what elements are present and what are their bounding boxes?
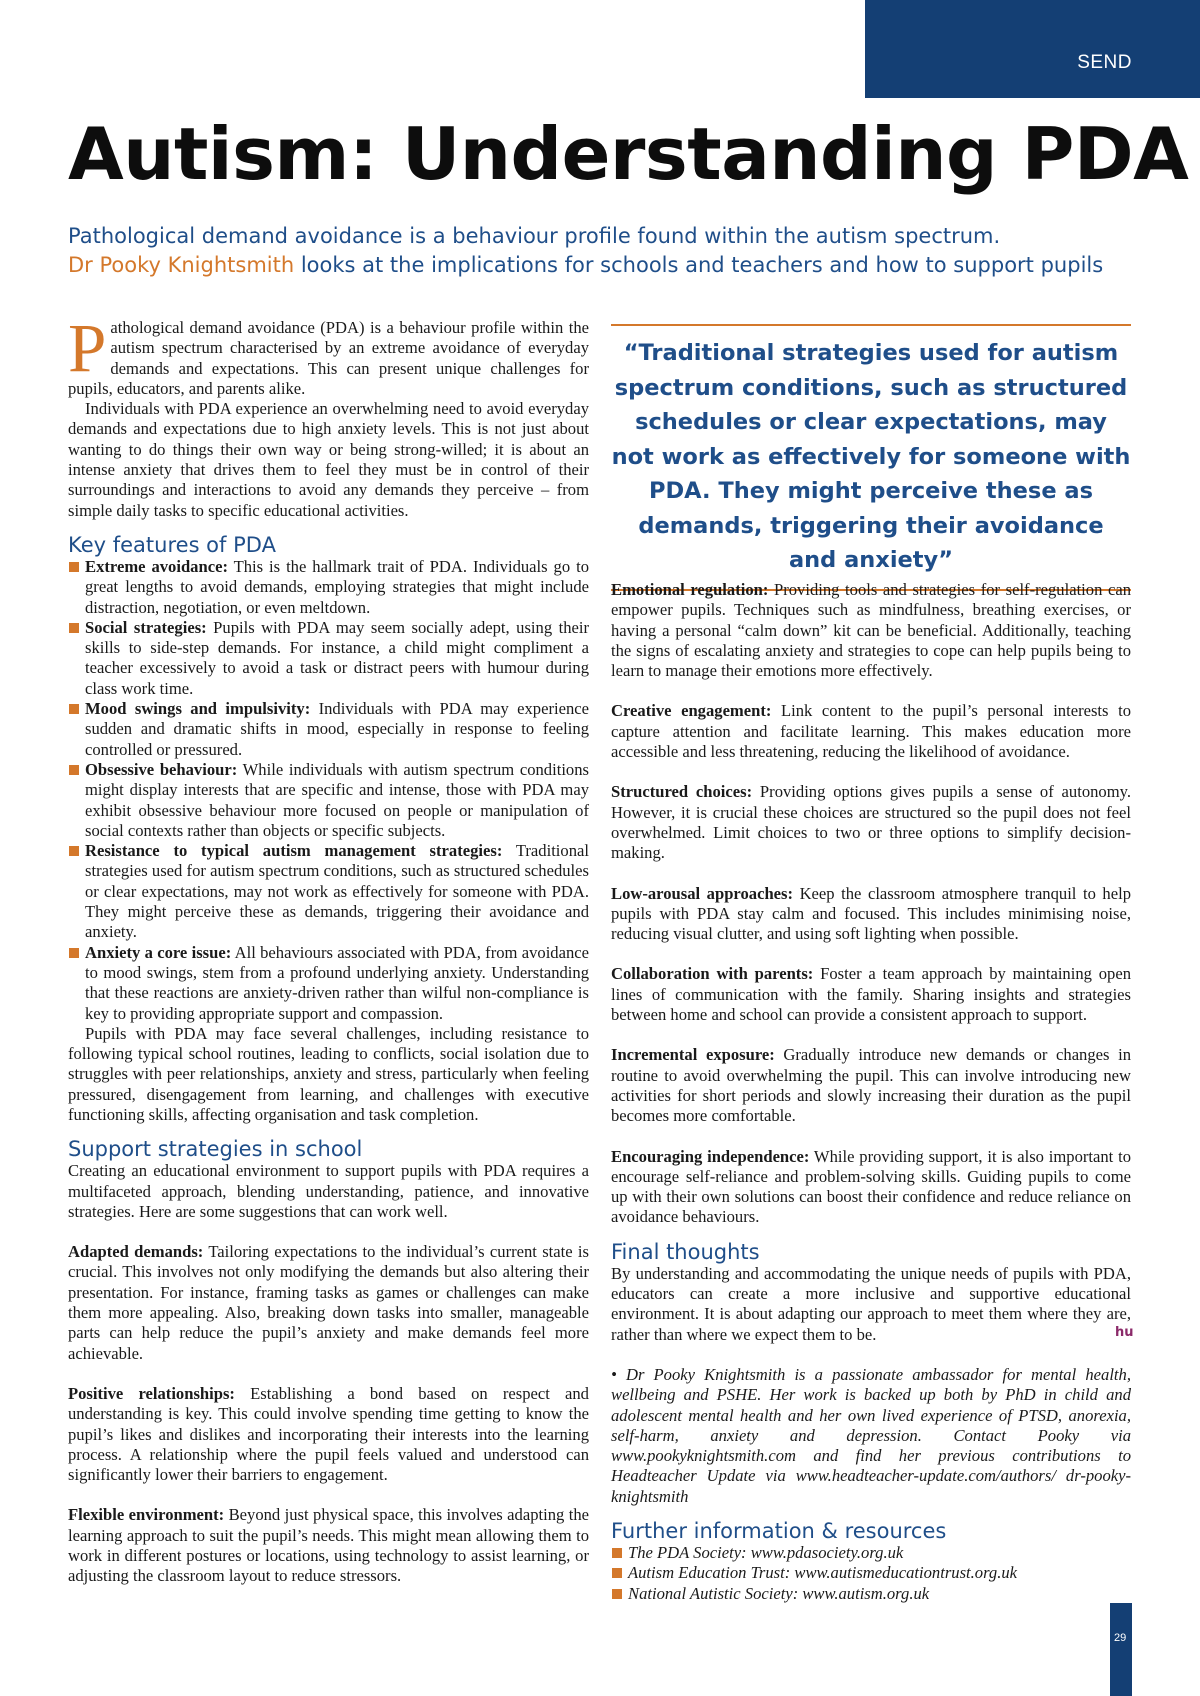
support-intro: Creating an educational environment to support pupils with PDA requires a multifaceted approach, blending understanding, patience, and innovative strategies. Here are some suggestions that can work well. <box>68 1161 589 1221</box>
strategy-paragraph: Emotional regulation: Providing tools and strategies for self-regulation can empower pupils. Techniques such as mindfulness, breathing exercises, or having a personal “calm down” kit can be beneficial. Additionally, teaching the signs of escalating anxiety and strategies to cope can help pupils being to learn to manage their emotions more effectively. <box>611 580 1131 681</box>
left-column <box>68 310 589 1587</box>
strategy-paragraph: Positive relationships: Establishing a bond based on respect and understanding is key. This could involve spending time getting to know the pupil’s likes and dislikes and incorporating their interests into the learning process. A relationship where the pupil feels valued and understood can significantly lower their barriers to engagement. <box>68 1383 589 1485</box>
strategy-paragraph: Flexible environment: Beyond just physical space, this involves adapting the learning approach to suit the pupil’s needs. This might mean allowing them to work in different postures or locations, using technology to assist learning, or adjusting the classroom layout to reduce stressors. <box>68 1505 589 1586</box>
standfirst <box>68 222 1168 280</box>
resources-list <box>611 1543 1131 1604</box>
resource-link[interactable]: The PDA Society: www.pdasociety.org.uk <box>611 1543 1131 1563</box>
article-title: Autism: Understanding PDA <box>68 112 1189 196</box>
end-mark-logo: hu <box>1115 1325 1134 1340</box>
intro-paragraph-2: Individuals with PDA experience an overwhelming need to avoid everyday demands and expectations due to high anxiety levels. This is not just about wanting to do things their own way or being strong-willed; it is about an intense anxiety that drives them to feel they must be in control of their surroundings and interactions to avoid any demands they perceive – from simple daily tasks to specific educational activities. <box>68 399 589 520</box>
list-item: Resistance to typical autism management strategies: Traditional strategies used for autism spectrum conditions, such as structured schedules or clear expectations, may not work as effectively for someone with PDA. They might perceive these as demands, triggering their avoidance and anxiety. <box>68 841 589 942</box>
page-number: 29 <box>1114 1632 1127 1644</box>
strategy-paragraph: Adapted demands: Tailoring expectations to the individual’s current state is crucial. This involves not only modifying the demands but also altering their presentation. For instance, framing tasks as games or challenges can make them more appealing. Also, breaking down tasks into smaller, manageable parts can help reduce the pupil’s anxiety and make demands feel more achievable. <box>68 1242 589 1363</box>
list-item: Obsessive behaviour: While individuals with autism spectrum conditions might display interests that are specific and intense, those with PDA may exhibit obsessive behaviour more focused on people or manipulation of social contexts rather than objects or specific subjects. <box>68 760 589 841</box>
standfirst-line-1: Pathological demand avoidance is a behaviour profile found within the autism spectrum. <box>68 224 1001 248</box>
support-heading: Support strategies in school <box>68 1137 363 1162</box>
key-features-heading: Key features of PDA <box>68 532 276 557</box>
list-item: Extreme avoidance: This is the hallmark trait of PDA. Individuals go to great lengths to avoid demands, employing strategies that might include distraction, negotiation, or even meltdown. <box>68 557 589 618</box>
page-number-tab <box>1110 1603 1132 1696</box>
strategy-paragraph: Incremental exposure: Gradually introduce new demands or changes in routine to avoid overwhelming the pupil. This can involve introducing new activities for short periods and slowly increasing their duration as the pupil becomes more comfortable. <box>611 1045 1132 1126</box>
standfirst-line-2 <box>68 251 1168 280</box>
standfirst-line-2-text: looks at the implications for schools and teachers and how to support pupils <box>294 253 1104 277</box>
strategy-paragraph: Creative engagement: Link content to the pupil’s personal interests to capture attention and facilitate learning. This makes education more accessible and less threatening, reducing the likelihood of avoidance. <box>611 701 1131 762</box>
strategy-paragraph: Encouraging independence: While providing support, it is also important to encourage self-reliance and problem-solving skills. Guiding pupils to come up with their own solutions can boost their confidence and reduce reliance on avoidance behaviours. <box>611 1146 1131 1227</box>
list-item: Anxiety a core issue: All behaviours associated with PDA, from avoidance to mood swings, stem from a profound underlying anxiety. Understanding that these reactions are anxiety-driven rather than wilful non-compliance is key to providing appropriate support and compassion. <box>68 943 589 1024</box>
intro-paragraph-1: Pathological demand avoidance (PDA) is a behaviour profile within the autism spectrum characterised by an extreme avoidance of everyday demands and expectations. This can present unique challenges for pupils, educators, and parents alike. <box>68 310 589 398</box>
author-bio: • Dr Pooky Knightsmith is a passionate ambassador for mental health, wellbeing and PSHE. Her work is backed up both by PhD in child and adolescent mental health and her own lived experience of PTSD, anorexia, self-harm, anxiety and depression. Contact Pooky via www.pookyknightsmith.com and find her previous contributions to Headteacher Update via www.headteacher-update.com/authors/ dr-pooky-knightsmith <box>611 1364 1131 1506</box>
right-column <box>611 580 1131 1604</box>
strategy-paragraph: Collaboration with parents: Foster a team approach by maintaining open lines of communication with the family. Sharing insights and strategies between home and school can provide a consistent approach to support. <box>611 964 1131 1025</box>
resources-heading: Further information & resources <box>611 1518 947 1543</box>
list-item: Mood swings and impulsivity: Individuals with PDA may experience sudden and dramatic shifts in mood, especially in response to feeling controlled or pressured. <box>68 699 589 760</box>
strategy-paragraph: Low-arousal approaches: Keep the classroom atmosphere tranquil to help pupils with PDA stay calm and focused. This includes minimising noise, reducing visual clutter, and using soft lighting when possible. <box>611 883 1131 944</box>
strategy-paragraph: Structured choices: Providing options gives pupils a sense of autonomy. However, it is crucial these choices are structured so the pupil does not feel overwhelmed. Limit choices to two or three options to simplify decision-making. <box>611 782 1131 863</box>
final-thoughts-text: By understanding and accommodating the unique needs of pupils with PDA, educators can create a more inclusive and supportive educational environment. It is about adapting our approach to meet them where they are, rather than where we expect them to be. <box>611 1263 1131 1344</box>
list-item: Social strategies: Pupils with PDA may seem socially adept, using their skills to side-step demands. For instance, a child might compliment a teacher excessively to avoid a task or distract peers with humour during class work time. <box>68 618 589 699</box>
section-label: SEND <box>1077 52 1132 73</box>
final-thoughts-heading: Final thoughts <box>611 1239 760 1264</box>
drop-cap: P <box>68 310 107 386</box>
challenges-paragraph: Pupils with PDA may face several challenges, including resistance to following typical school routines, leading to conflicts, social isolation due to struggles with peer relationships, anxiety and stress, particularly when feeling pressured, disengagement from learning, and challenges with executive functioning skills, affecting organisation and task completion. <box>68 1023 589 1124</box>
section-tab <box>865 0 1200 98</box>
author-name: Dr Pooky Knightsmith <box>68 253 295 277</box>
pull-quote: “Traditional strategies used for autism spectrum conditions, such as structured schedules or clear expectations, may not work as effectively for someone with PDA. They might perceive these as demands, triggering their avoidance and anxiety” <box>611 324 1131 591</box>
key-features-list <box>68 557 589 1024</box>
resource-link[interactable]: Autism Education Trust: www.autismeducationtrust.org.uk <box>611 1563 1131 1583</box>
resource-link[interactable]: National Autistic Society: www.autism.org.uk <box>611 1584 1131 1604</box>
